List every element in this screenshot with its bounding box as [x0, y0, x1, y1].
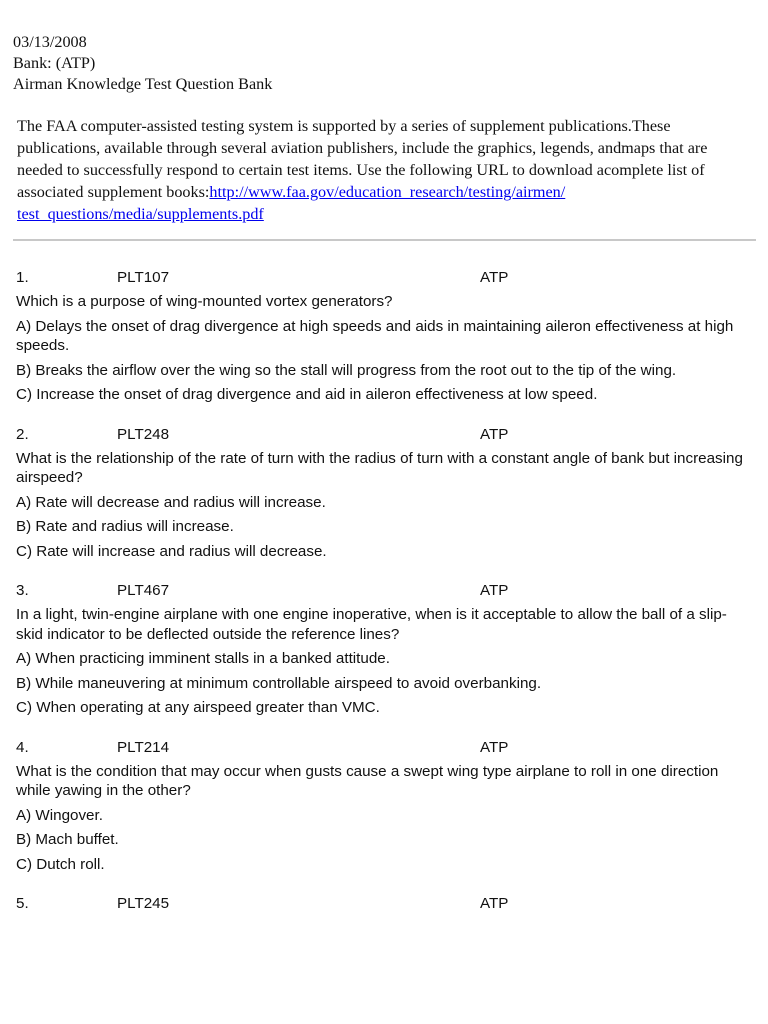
question-number: 4. — [16, 738, 29, 756]
question-code: PLT467 — [117, 582, 170, 599]
answer-option-a: A) When practicing imminent stalls in a banked attitude. — [16, 650, 390, 667]
question-header — [16, 581, 756, 601]
answer-option-b: B) Breaks the airflow over the wing so the stall will progress from the root out to the tip of the wing. — [16, 361, 677, 379]
question-item — [16, 581, 756, 718]
question-code: PLT214 — [117, 738, 170, 756]
question-header — [16, 425, 756, 445]
question-header — [16, 894, 756, 914]
question-header — [16, 268, 756, 288]
question-item — [16, 268, 756, 405]
question-number: 5. — [16, 895, 29, 912]
answer-option-b: B) Rate and radius will increase. — [16, 518, 234, 535]
question-bank: ATP — [480, 582, 509, 599]
question-bank: ATP — [480, 738, 509, 756]
question-item — [16, 894, 756, 914]
answer-option-c: C) Dutch roll. — [16, 855, 105, 873]
answer-option-a: A) Rate will decrease and radius will increase. — [16, 493, 326, 511]
question-item — [16, 738, 756, 875]
question-text: What is the condition that may occur when gusts cause a swept wing type airplane to roll in one direction while yawing in the other? — [16, 762, 719, 799]
question-number: 1. — [16, 269, 29, 286]
question-number: 2. — [16, 425, 29, 443]
answer-option-a: A) Delays the onset of drag divergence at high speeds and aids in maintaining aileron effectiveness at high speeds. — [16, 317, 734, 354]
answer-option-c: C) Increase the onset of drag divergence and aid in aileron effectiveness at low speed. — [16, 386, 598, 403]
answer-option-b: B) Mach buffet. — [16, 831, 119, 848]
question-text: What is the relationship of the rate of turn with the radius of turn with a constant angle of bank but increasing airspeed? — [16, 449, 743, 486]
question-list — [16, 268, 756, 914]
supplements-link-line1: http://www.faa.gov/education_research/testing/airmen/ — [209, 183, 566, 201]
question-code: PLT248 — [117, 425, 170, 443]
answer-option-b: B) While maneuvering at minimum controllable airspeed to avoid overbanking. — [16, 674, 542, 692]
document-title: Airman Knowledge Test Question Bank — [13, 75, 273, 93]
intro-text: The FAA computer-assisted testing system is supported by a series of supplement publications.These publications, available through several aviation publishers, include the graphics, legends, andmaps that are needed to successfully respond to certain test items. Use the following URL to download acomplete list of associated supplement books: — [17, 117, 708, 201]
question-text: In a light, twin-engine airplane with one engine inoperative, when is it acceptable to allow the ball of a slip-skid indicator to be deflected outside the reference lines? — [16, 606, 727, 643]
question-text: Which is a purpose of wing-mounted vortex generators? — [16, 293, 393, 310]
question-code: PLT245 — [117, 895, 170, 912]
section-divider — [13, 239, 756, 241]
question-bank: ATP — [480, 895, 509, 912]
supplements-link-line2: test_questions/media/supplements.pdf — [17, 205, 264, 223]
intro-paragraph — [17, 115, 745, 225]
question-bank-label: Bank: (ATP) — [13, 54, 96, 72]
answer-option-c: C) Rate will increase and radius will decrease. — [16, 542, 327, 560]
question-item — [16, 425, 756, 562]
question-header — [16, 738, 756, 758]
question-number: 3. — [16, 582, 29, 599]
question-code: PLT107 — [117, 269, 170, 286]
answer-option-c: C) When operating at any airspeed greater than VMC. — [16, 699, 380, 716]
document-date: 03/13/2008 — [13, 33, 87, 51]
question-bank: ATP — [480, 269, 509, 286]
question-bank: ATP — [480, 425, 509, 443]
answer-option-a: A) Wingover. — [16, 806, 103, 824]
